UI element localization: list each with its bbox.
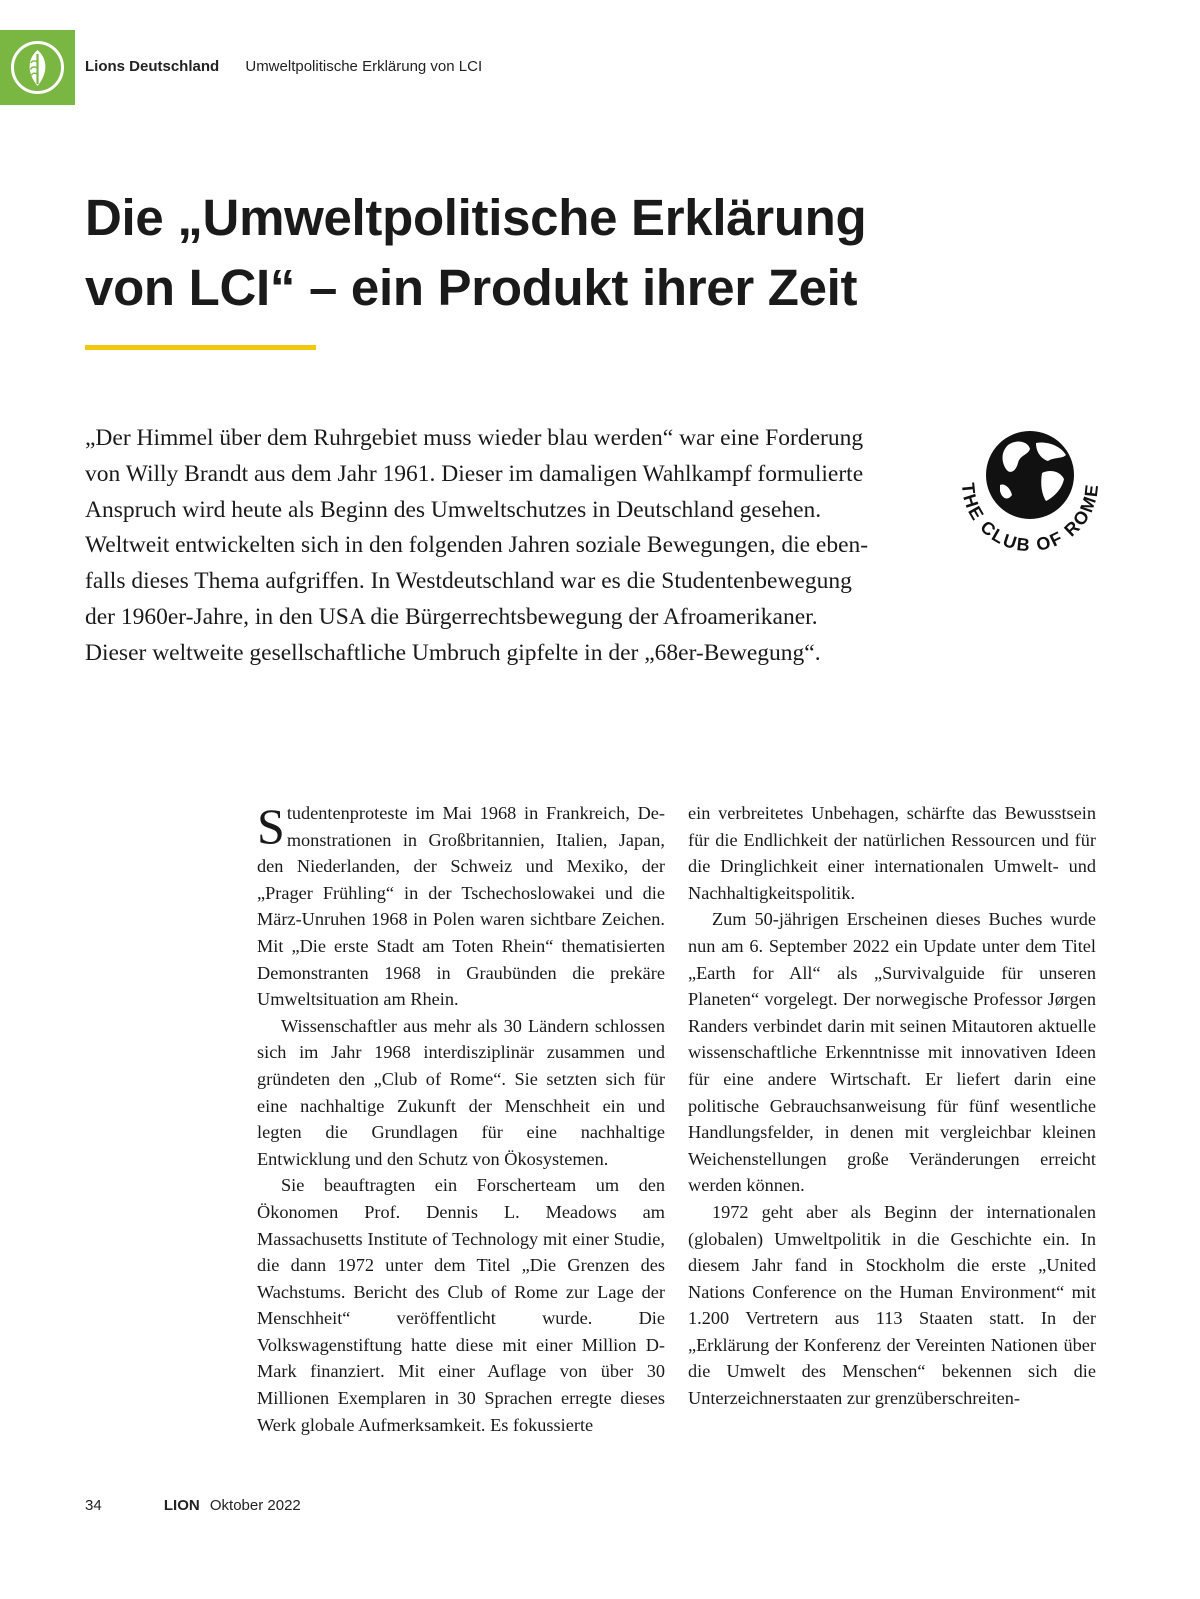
lions-logo <box>0 30 75 105</box>
lead-line: der 1960er-Jahre, in den USA die Bürgerrechtsbewegung der Afroamerikaner. <box>85 603 818 630</box>
club-of-rome-globe-icon <box>950 425 1110 565</box>
title-line: Die „Umweltpolitische Erklärung <box>85 189 867 246</box>
page-footer <box>85 1497 301 1514</box>
lead-paragraph <box>85 421 930 672</box>
lead-line: Dieser weltweite gesellschaftliche Umbruch gipfelte in der „68er-Bewegung“. <box>85 639 821 666</box>
lead-line: Weltweit entwickelten sich in den folgenden Jahren soziale Bewegungen, die eben- <box>85 532 869 559</box>
article-title <box>85 183 1085 323</box>
body-paragraph: ein verbreitetes Unbehagen, schärfte das Bewusstsein für die Endlichkeit der natürlichen Ressourcen und für die Dringlichkeit einer internationalen Umwelt- und Nachhaltigkeitspolitik. <box>688 803 1096 903</box>
body-paragraph: Wissenschaftler aus mehr als 30 Ländern schlossen sich im Jahr 1968 interdisziplinär zusammen und gründeten den „Club of Rome“. Sie setzten sich für eine nachhaltige Zukunft der Menschheit ein und legten die Grundlagen für eine nachhaltige Entwicklung und den Schutz von Ökosystemen. <box>257 1015 665 1169</box>
body-paragraph: Sie beauftragten ein Forscherteam um den Ökonomen Prof. Dennis L. Meadows am Massachusetts Institute of Technology mit einer Studie, die dann 1972 unter dem Titel „Die Grenzen des Wachstums. Bericht des Club of Rome zur Lage der Menschheit“ veröffentlicht wurde. Die Volkswagenstiftung hatte diese mit einer Million D-Mark finanziert. Mit einer Auflage von über 30 Millionen Exemplaren in 30 Sprachen erregte dieses Werk globale Aufmerksamkeit. Es fokussierte <box>257 1175 665 1435</box>
issue-date: Oktober 2022 <box>209 1497 301 1514</box>
body-paragraph: 1972 geht aber als Beginn der internationalen (globalen) Umweltpolitik in die Geschichte ein. In diesem Jahr fand in Stockholm die erste „United Nations Conference on the Human Environment“ mit 1.200 Vertretern aus 113 Staaten statt. In der „Erklärung der Konferenz der Vereinten Nationen über die Umwelt des Menschen“ bekennen sich die Unterzeichnerstaaten zur grenzüberschreiten- <box>688 1201 1096 1409</box>
header-section: Lions Deutschland <box>85 58 220 75</box>
lead-line: falls dieses Thema aufgriffen. In Westdeutschland war es die Studentenbewegung <box>85 568 852 595</box>
body-column-left <box>257 800 665 1438</box>
lead-line: „Der Himmel über dem Ruhrgebiet muss wieder blau werden“ war eine Forderung <box>85 425 864 451</box>
body-column-right <box>688 800 1096 1412</box>
body-paragraph: Zum 50-jährigen Erscheinen dieses Buches wurde nun am 6. September 2022 ein Update unter dem Titel „Earth for All“ als „Survivalguide für unseren Planeten“ vorgelegt. Der norwegische Professor Jørgen Randers verbindet darin mit seinen Mitautoren aktuelle wissenschaftliche Erkenntnisse mit innovativen Ideen für eine andere Wirtschaft. Er liefert darin eine politische Gebrauchsanweisung für fünf wesentliche Handlungsfelder, in denen mit vergleichbar kleinen Weichenstellungen große Veränderungen erreicht werden können. <box>688 909 1096 1196</box>
body-paragraph: Studentenproteste im Mai 1968 in Frankreich, De-monstrationen in Großbritannien, Italien, Japan, den Niederlanden, der Schweiz und Mexiko, der „Prager Frühling“ in der Tschechoslowakei und die März-Unruhen 1968 in Polen waren sichtbare Zeichen. Mit „Die erste Stadt am Toten Rhein“ thematisierten Demonstranten 1968 in Graubünden die prekäre Umweltsituation am Rhein. <box>257 798 665 1010</box>
header-topic: Umweltpolitische Erklärung von LCI <box>245 58 483 75</box>
magazine-name: LION <box>163 1497 200 1514</box>
title-line: von LCI“ – ein Produkt ihrer Zeit <box>85 259 858 316</box>
lead-line: Anspruch wird heute als Beginn des Umweltschutzes in Deutschland gesehen. <box>85 496 822 523</box>
running-header <box>85 58 482 75</box>
lions-leaf-icon <box>10 40 65 95</box>
page-number: 34 <box>85 1497 102 1514</box>
club-logo-text: THE CLUB OF ROME <box>957 481 1103 556</box>
lead-line: von Willy Brandt aus dem Jahr 1961. Dieser im damaligen Wahlkampf formulierte <box>85 460 864 487</box>
title-accent-rule <box>85 345 316 350</box>
